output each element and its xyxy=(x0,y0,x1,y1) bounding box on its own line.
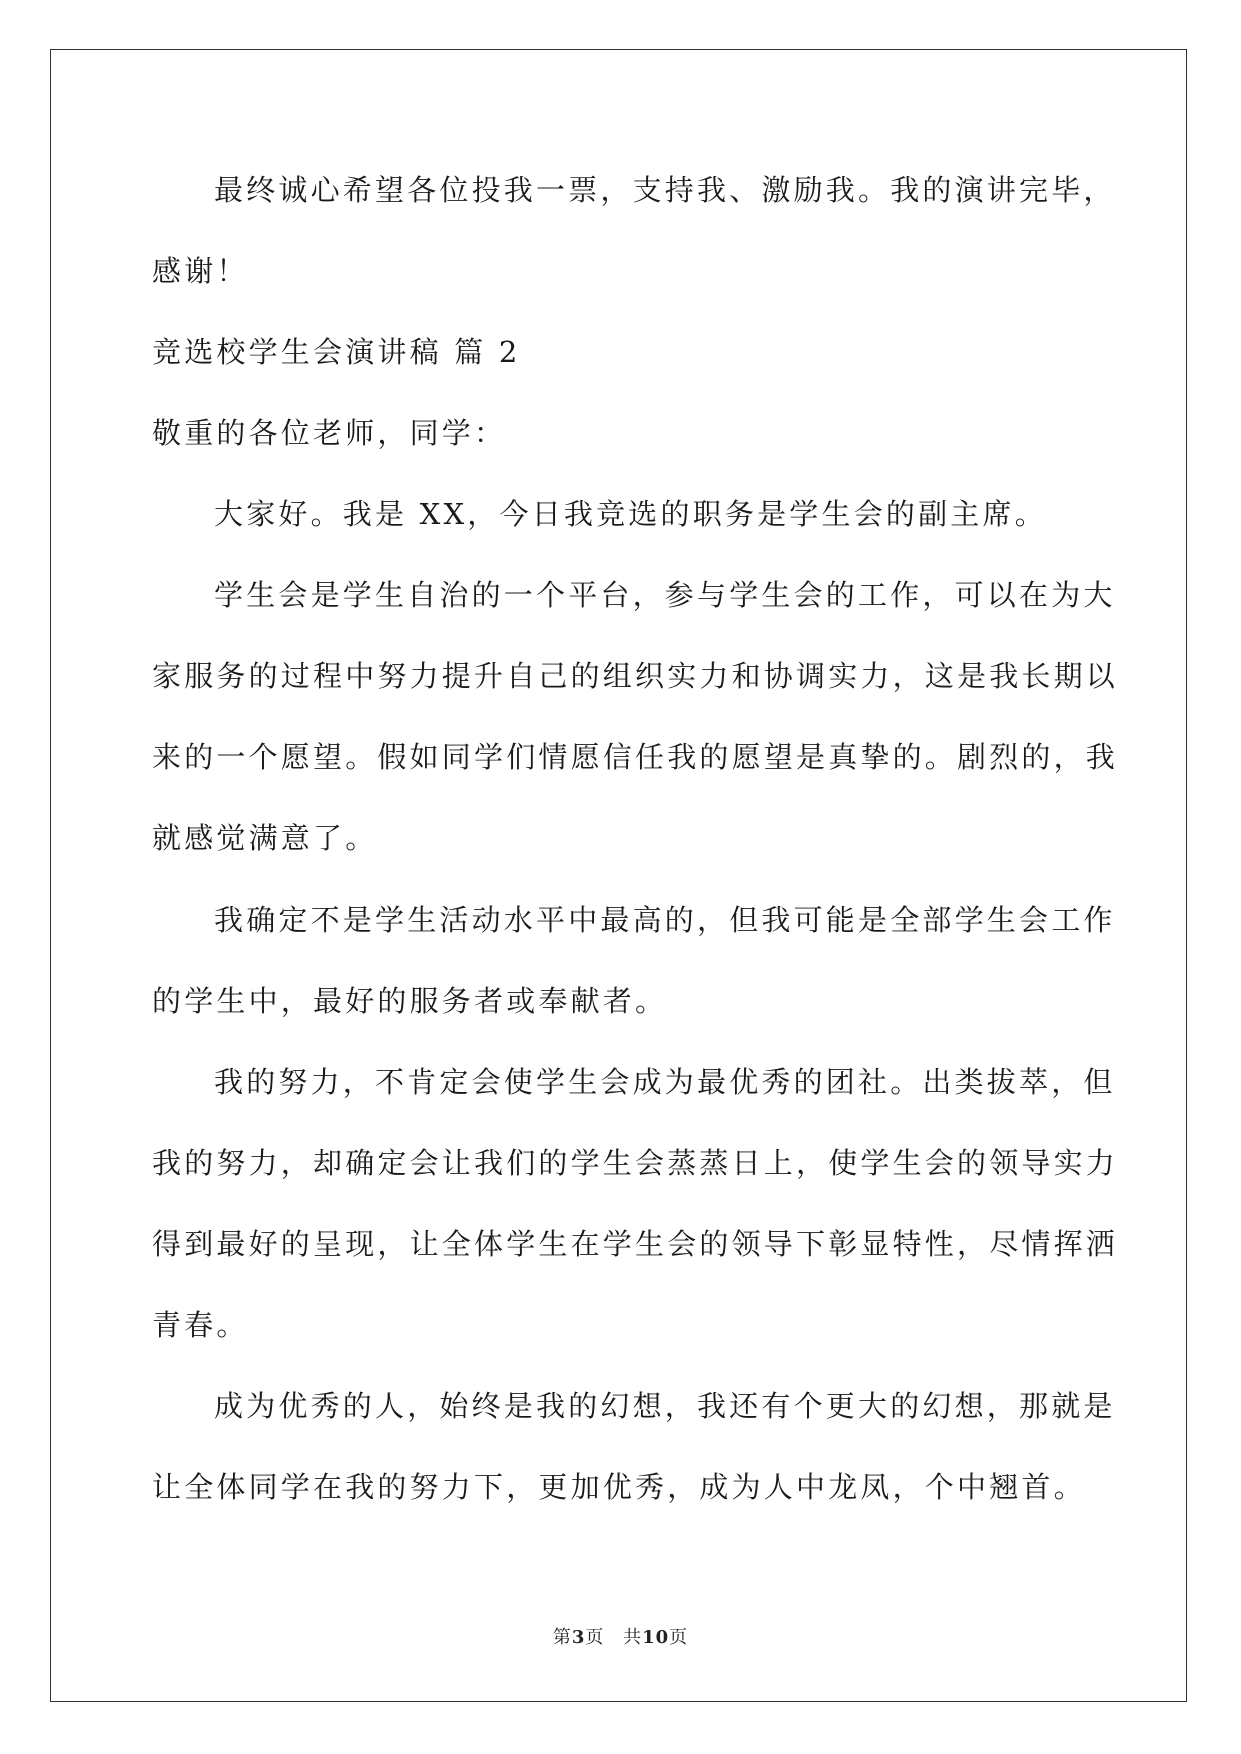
total-pages-indicator: 共10页 xyxy=(623,1627,689,1648)
paragraph-line: 最终诚心希望各位投我一票，支持我、激励我。我的演讲完毕， xyxy=(214,173,1116,207)
paragraph-line: 我的努力，却确定会让我们的学生会蒸蒸日上，使学生会的领导实力 xyxy=(152,1146,1119,1180)
paragraph-line: 让全体同学在我的努力下，更加优秀，成为人中龙凤，个中翘首。 xyxy=(152,1470,1086,1504)
paragraph-line: 家服务的过程中努力提升自己的组织实力和协调实力，这是我长期以 xyxy=(152,659,1119,693)
paragraph-line: 我的努力，不肯定会使学生会成为最优秀的团社。出类拔萃，但 xyxy=(214,1065,1116,1099)
salutation: 敬重的各位老师，同学： xyxy=(152,416,507,450)
paragraph-line: 就感觉满意了。 xyxy=(152,821,378,855)
paragraph-line: 的学生中，最好的服务者或奉献者。 xyxy=(152,984,668,1018)
page-footer xyxy=(0,1623,1241,1649)
section-heading: 竞选校学生会演讲稿 篇 2 xyxy=(152,335,521,369)
page-border xyxy=(50,49,1187,1702)
page-indicator: 第3页 xyxy=(552,1627,605,1648)
paragraph-line: 得到最好的呈现，让全体学生在学生会的领导下彰显特性，尽情挥洒 xyxy=(152,1227,1119,1261)
paragraph-line: 我确定不是学生活动水平中最高的，但我可能是全部学生会工作 xyxy=(214,903,1116,937)
paragraph-line: 来的一个愿望。假如同学们情愿信任我的愿望是真挚的。剧烈的，我 xyxy=(152,740,1119,774)
paragraph-line: 大家好。我是 XX，今日我竞选的职务是学生会的副主席。 xyxy=(214,497,1047,531)
paragraph-line: 学生会是学生自治的一个平台，参与学生会的工作，可以在为大 xyxy=(214,578,1116,612)
paragraph-line: 青春。 xyxy=(152,1308,249,1342)
paragraph-line: 成为优秀的人，始终是我的幻想，我还有个更大的幻想，那就是 xyxy=(214,1389,1116,1423)
paragraph-line: 感谢！ xyxy=(152,254,249,288)
